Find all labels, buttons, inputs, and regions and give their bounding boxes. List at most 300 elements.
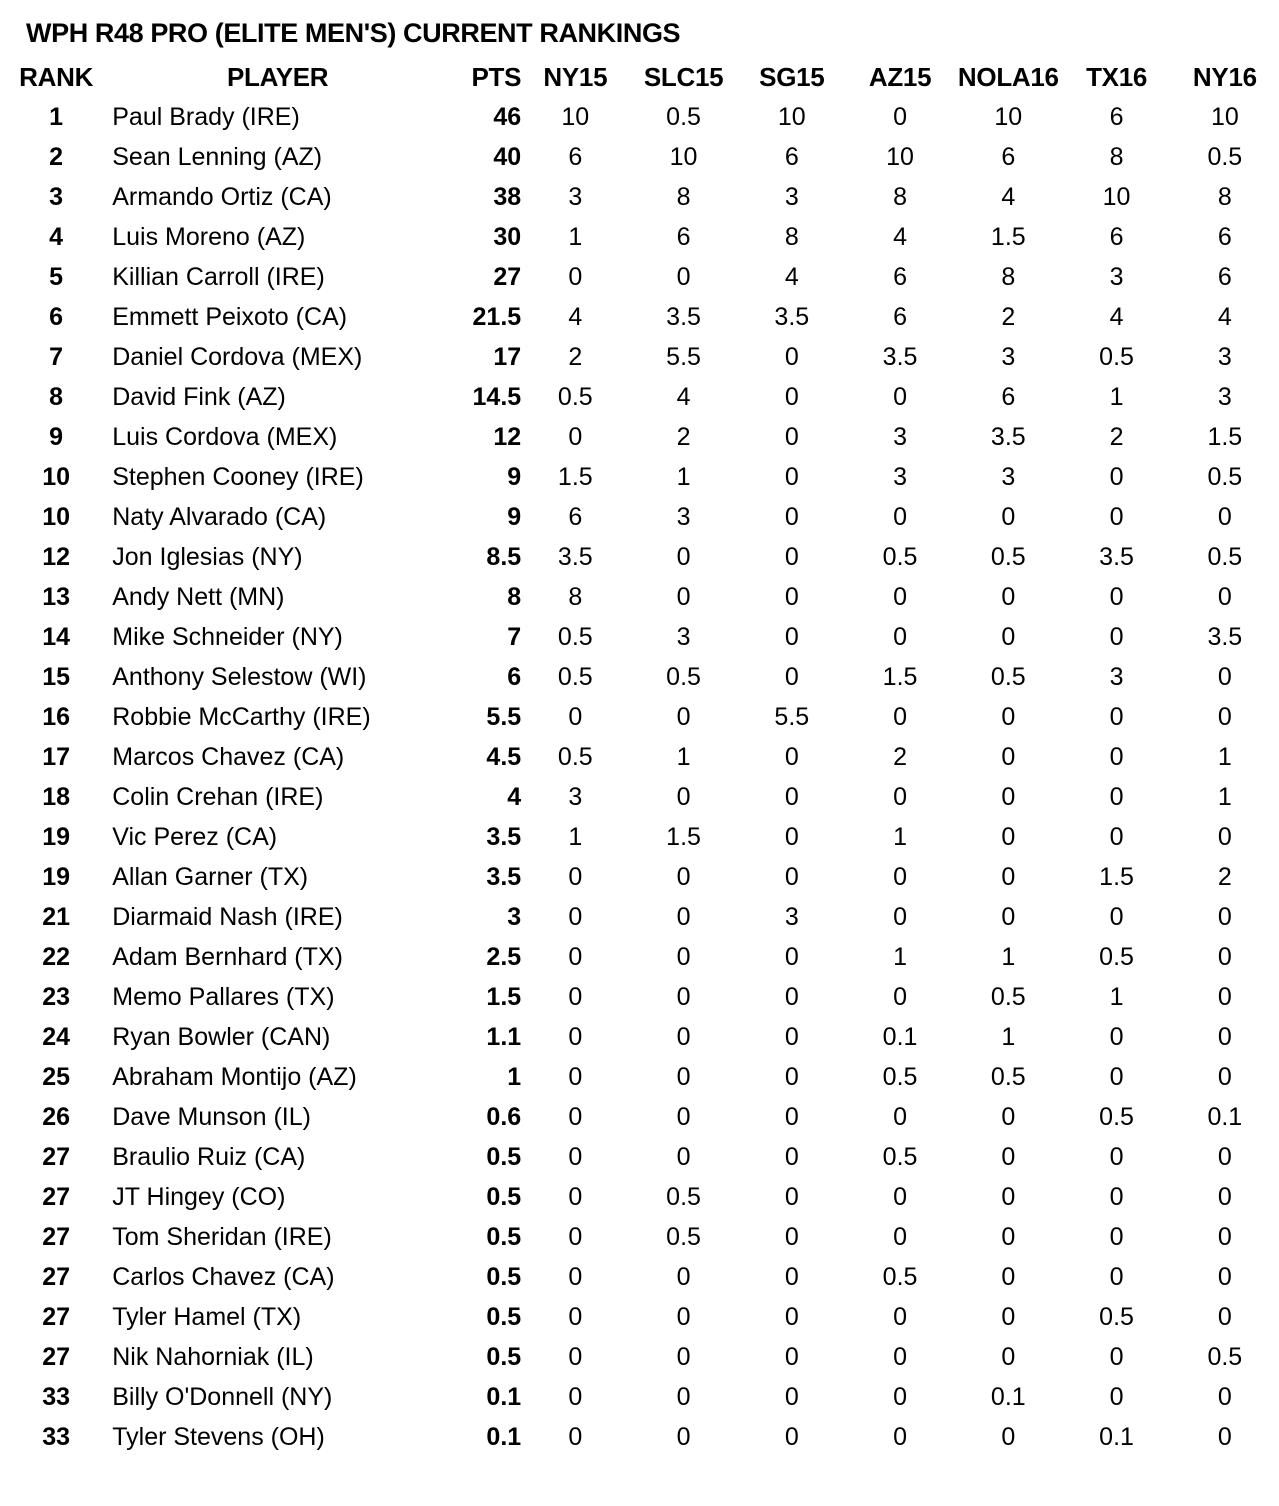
cell-tx16: 3 — [1109, 662, 1124, 691]
table-row — [0, 777, 1279, 817]
cell-tx16: 0 — [1109, 1142, 1124, 1171]
cell-pts: 38 — [493, 182, 522, 211]
table-row — [0, 857, 1279, 897]
cell-ny15: 0.5 — [557, 662, 593, 691]
cell-tx16: 0.5 — [1099, 342, 1134, 371]
cell-slc15: 10 — [669, 142, 698, 171]
cell-ny15: 0 — [568, 1062, 583, 1091]
cell-rank: 13 — [42, 582, 71, 611]
cell-slc15: 0 — [676, 1342, 691, 1371]
cell-nola16: 0 — [1001, 702, 1016, 731]
cell-slc15: 0 — [676, 982, 691, 1011]
cell-ny16: 0 — [1217, 662, 1232, 691]
page-title: WPH R48 PRO (ELITE MEN'S) CURRENT RANKINGS — [26, 18, 681, 48]
cell-ny15: 0 — [568, 1382, 583, 1411]
cell-rank: 14 — [42, 622, 71, 651]
cell-az15: 0 — [893, 982, 908, 1011]
cell-slc15: 0 — [676, 1302, 691, 1331]
cell-tx16: 0.1 — [1099, 1422, 1134, 1451]
table-row — [0, 617, 1279, 657]
cell-rank: 10 — [42, 502, 71, 531]
cell-ny15: 3 — [568, 182, 583, 211]
cell-nola16: 0 — [1001, 1422, 1016, 1451]
cell-nola16: 6 — [1001, 382, 1016, 411]
cell-ny15: 0.5 — [557, 622, 593, 651]
cell-nola16: 3 — [1001, 462, 1016, 491]
table-row — [0, 1337, 1279, 1377]
cell-tx16: 0 — [1109, 1342, 1124, 1371]
cell-player: Armando Ortiz (CA) — [112, 182, 332, 211]
cell-sg15: 4 — [784, 262, 799, 291]
cell-slc15: 1.5 — [666, 822, 701, 851]
cell-sg15: 0 — [784, 342, 799, 371]
cell-sg15: 0 — [784, 1422, 799, 1451]
cell-az15: 0 — [893, 1182, 908, 1211]
cell-player: Allan Garner (TX) — [112, 862, 309, 891]
cell-ny16: 0 — [1217, 902, 1232, 931]
cell-nola16: 0 — [1001, 1182, 1016, 1211]
cell-nola16: 0 — [1001, 1102, 1016, 1131]
cell-slc15: 0 — [676, 702, 691, 731]
table-row — [0, 897, 1279, 937]
cell-az15: 8 — [893, 182, 908, 211]
cell-nola16: 0 — [1001, 1342, 1016, 1371]
cell-player: Emmett Peixoto (CA) — [112, 302, 348, 331]
cell-rank: 3 — [49, 182, 64, 211]
cell-nola16: 0.5 — [990, 982, 1026, 1011]
cell-slc15: 0 — [676, 542, 691, 571]
table-row — [0, 577, 1279, 617]
cell-player: Naty Alvarado (CA) — [112, 502, 327, 531]
cell-nola16: 0 — [1001, 782, 1016, 811]
cell-pts: 12 — [493, 422, 522, 451]
table-row — [0, 737, 1279, 777]
cell-sg15: 0 — [784, 1262, 799, 1291]
cell-sg15: 0 — [784, 782, 799, 811]
cell-az15: 0 — [893, 782, 908, 811]
cell-sg15: 0 — [784, 942, 799, 971]
cell-ny16: 0 — [1217, 502, 1232, 531]
cell-ny16: 6 — [1217, 222, 1232, 251]
cell-slc15: 5.5 — [666, 342, 701, 371]
cell-slc15: 0 — [676, 262, 691, 291]
cell-tx16: 10 — [1102, 182, 1131, 211]
table-row — [0, 537, 1279, 577]
cell-ny15: 8 — [568, 582, 583, 611]
cell-nola16: 0 — [1001, 902, 1016, 931]
cell-pts: 0.5 — [486, 1222, 522, 1251]
cell-rank: 23 — [42, 982, 71, 1011]
cell-nola16: 0.1 — [990, 1382, 1026, 1411]
cell-player: Billy O'Donnell (NY) — [112, 1382, 333, 1411]
cell-slc15: 2 — [676, 422, 691, 451]
cell-ny16: 0 — [1217, 1382, 1232, 1411]
cell-ny15: 0 — [568, 1182, 583, 1211]
cell-nola16: 4 — [1001, 182, 1016, 211]
table-row — [0, 1097, 1279, 1137]
table-row — [0, 297, 1279, 337]
cell-sg15: 0 — [784, 1222, 799, 1251]
cell-nola16: 0 — [1001, 1302, 1016, 1331]
cell-sg15: 10 — [777, 102, 806, 131]
table-row — [0, 1377, 1279, 1417]
cell-pts: 6 — [507, 662, 522, 691]
cell-sg15: 0 — [784, 622, 799, 651]
cell-ny15: 0 — [568, 1262, 583, 1291]
table-row — [0, 217, 1279, 257]
cell-ny16: 0 — [1217, 1062, 1232, 1091]
cell-slc15: 4 — [676, 382, 691, 411]
column-header-tx16: TX16 — [1086, 62, 1148, 93]
cell-player: Stephen Cooney (IRE) — [112, 462, 364, 491]
table-row — [0, 1057, 1279, 1097]
cell-pts: 8.5 — [486, 542, 522, 571]
cell-slc15: 0.5 — [666, 1222, 701, 1251]
cell-az15: 0 — [893, 1422, 908, 1451]
cell-ny16: 2 — [1217, 862, 1232, 891]
cell-sg15: 0 — [784, 1302, 799, 1331]
table-row — [0, 1017, 1279, 1057]
cell-tx16: 0 — [1109, 782, 1124, 811]
cell-ny15: 0 — [568, 1422, 583, 1451]
cell-az15: 0 — [893, 1222, 908, 1251]
table-row — [0, 337, 1279, 377]
table-row — [0, 137, 1279, 177]
column-header-pts: PTS — [471, 62, 522, 93]
table-row — [0, 1137, 1279, 1177]
cell-sg15: 0 — [784, 1062, 799, 1091]
cell-nola16: 2 — [1001, 302, 1016, 331]
cell-sg15: 0 — [784, 982, 799, 1011]
cell-slc15: 0 — [676, 1262, 691, 1291]
column-header-ny16: NY16 — [1192, 62, 1257, 93]
cell-pts: 27 — [493, 262, 522, 291]
cell-az15: 0 — [893, 1302, 908, 1331]
table-row — [0, 1177, 1279, 1217]
cell-az15: 1 — [893, 942, 908, 971]
cell-sg15: 3 — [784, 902, 799, 931]
cell-slc15: 0 — [676, 582, 691, 611]
table-row — [0, 1217, 1279, 1257]
cell-ny16: 0 — [1217, 1142, 1232, 1171]
cell-az15: 0 — [893, 502, 908, 531]
cell-player: Dave Munson (IL) — [112, 1102, 311, 1131]
cell-player: Vic Perez (CA) — [112, 822, 278, 851]
cell-sg15: 0 — [784, 862, 799, 891]
cell-sg15: 0 — [784, 502, 799, 531]
table-row — [0, 1297, 1279, 1337]
cell-tx16: 0 — [1109, 902, 1124, 931]
cell-az15: 3 — [893, 462, 908, 491]
cell-ny15: 0 — [568, 702, 583, 731]
cell-player: Anthony Selestow (WI) — [112, 662, 367, 691]
cell-pts: 4 — [507, 782, 522, 811]
cell-rank: 33 — [42, 1382, 71, 1411]
cell-nola16: 1 — [1001, 1022, 1016, 1051]
cell-pts: 1.5 — [486, 982, 522, 1011]
cell-sg15: 0 — [784, 1342, 799, 1371]
cell-pts: 0.1 — [486, 1382, 522, 1411]
cell-sg15: 0 — [784, 382, 799, 411]
cell-rank: 19 — [42, 822, 71, 851]
cell-ny16: 6 — [1217, 262, 1232, 291]
table-row — [0, 1417, 1279, 1457]
cell-rank: 27 — [42, 1262, 71, 1291]
cell-ny16: 0 — [1217, 822, 1232, 851]
cell-pts: 9 — [507, 502, 522, 531]
table-row — [0, 177, 1279, 217]
cell-nola16: 0.5 — [990, 542, 1026, 571]
cell-slc15: 3 — [676, 622, 691, 651]
cell-rank: 5 — [49, 262, 64, 291]
cell-ny16: 0 — [1217, 1222, 1232, 1251]
cell-az15: 0.5 — [882, 1142, 918, 1171]
cell-az15: 0 — [893, 702, 908, 731]
cell-rank: 4 — [49, 222, 64, 251]
cell-player: Killian Carroll (IRE) — [112, 262, 325, 291]
cell-tx16: 1.5 — [1099, 862, 1134, 891]
cell-sg15: 0 — [784, 422, 799, 451]
cell-player: Ryan Bowler (CAN) — [112, 1022, 331, 1051]
cell-pts: 9 — [507, 462, 522, 491]
cell-pts: 0.1 — [486, 1422, 522, 1451]
cell-rank: 6 — [49, 302, 64, 331]
cell-az15: 1.5 — [882, 662, 918, 691]
cell-slc15: 0 — [676, 1102, 691, 1131]
cell-ny16: 1.5 — [1207, 422, 1243, 451]
cell-player: Abraham Montijo (AZ) — [112, 1062, 357, 1091]
cell-rank: 27 — [42, 1222, 71, 1251]
cell-ny15: 1 — [568, 822, 583, 851]
cell-player: Diarmaid Nash (IRE) — [112, 902, 343, 931]
cell-az15: 0.1 — [882, 1022, 918, 1051]
cell-ny16: 0.1 — [1207, 1102, 1243, 1131]
cell-pts: 0.5 — [486, 1142, 522, 1171]
cell-ny15: 0 — [568, 1342, 583, 1371]
cell-tx16: 1 — [1109, 982, 1124, 1011]
cell-pts: 1.1 — [486, 1022, 522, 1051]
cell-sg15: 0 — [784, 662, 799, 691]
cell-ny16: 0.5 — [1207, 142, 1243, 171]
cell-ny15: 6 — [568, 142, 583, 171]
cell-ny16: 0 — [1217, 1262, 1232, 1291]
cell-tx16: 0 — [1109, 1182, 1124, 1211]
column-header-ny15: NY15 — [543, 62, 608, 93]
cell-pts: 4.5 — [486, 742, 522, 771]
cell-slc15: 0.5 — [666, 1182, 701, 1211]
cell-player: Sean Lenning (AZ) — [112, 142, 323, 171]
cell-rank: 2 — [49, 142, 64, 171]
cell-ny15: 0 — [568, 262, 583, 291]
table-row — [0, 417, 1279, 457]
cell-az15: 2 — [893, 742, 908, 771]
cell-tx16: 0 — [1109, 822, 1124, 851]
cell-sg15: 0 — [784, 1182, 799, 1211]
cell-tx16: 0 — [1109, 582, 1124, 611]
cell-pts: 17 — [493, 342, 522, 371]
cell-nola16: 0 — [1001, 1222, 1016, 1251]
cell-sg15: 3.5 — [774, 302, 810, 331]
cell-ny16: 3 — [1217, 342, 1232, 371]
cell-tx16: 0.5 — [1099, 1102, 1134, 1131]
cell-player: Memo Pallares (TX) — [112, 982, 335, 1011]
cell-player: Carlos Chavez (CA) — [112, 1262, 335, 1291]
cell-ny16: 0 — [1217, 1422, 1232, 1451]
cell-nola16: 3.5 — [990, 422, 1026, 451]
cell-az15: 0 — [893, 1342, 908, 1371]
cell-nola16: 1 — [1001, 942, 1016, 971]
cell-player: Nik Nahorniak (IL) — [112, 1342, 314, 1371]
column-header-rank: RANK — [19, 62, 94, 93]
cell-nola16: 8 — [1001, 262, 1016, 291]
cell-slc15: 8 — [676, 182, 691, 211]
cell-ny15: 3.5 — [557, 542, 593, 571]
cell-slc15: 3.5 — [666, 302, 701, 331]
cell-ny16: 0 — [1217, 942, 1232, 971]
cell-ny16: 0 — [1217, 1302, 1232, 1331]
cell-ny15: 0 — [568, 1222, 583, 1251]
cell-player: Tom Sheridan (IRE) — [112, 1222, 332, 1251]
cell-ny16: 0 — [1217, 982, 1232, 1011]
cell-pts: 3 — [507, 902, 522, 931]
cell-player: Luis Moreno (AZ) — [112, 222, 306, 251]
cell-slc15: 0 — [676, 1142, 691, 1171]
cell-sg15: 0 — [784, 462, 799, 491]
cell-az15: 0 — [893, 582, 908, 611]
cell-slc15: 1 — [676, 462, 691, 491]
cell-tx16: 0 — [1109, 1022, 1124, 1051]
cell-player: Paul Brady (IRE) — [112, 102, 300, 131]
rankings-table — [0, 57, 1279, 1457]
cell-slc15: 0 — [676, 902, 691, 931]
cell-slc15: 0 — [676, 1022, 691, 1051]
cell-player: Tyler Stevens (OH) — [112, 1422, 325, 1451]
cell-az15: 6 — [893, 262, 908, 291]
cell-tx16: 0 — [1109, 622, 1124, 651]
cell-ny15: 0 — [568, 942, 583, 971]
cell-ny16: 1 — [1217, 782, 1232, 811]
cell-tx16: 0 — [1109, 462, 1124, 491]
cell-tx16: 6 — [1109, 222, 1124, 251]
table-row — [0, 97, 1279, 137]
cell-ny16: 4 — [1217, 302, 1232, 331]
cell-rank: 16 — [42, 702, 71, 731]
cell-nola16: 0.5 — [990, 662, 1026, 691]
cell-slc15: 6 — [676, 222, 691, 251]
cell-slc15: 0 — [676, 1422, 691, 1451]
cell-tx16: 4 — [1109, 302, 1124, 331]
cell-pts: 0.5 — [486, 1262, 522, 1291]
cell-ny15: 0 — [568, 1302, 583, 1331]
cell-sg15: 0 — [784, 542, 799, 571]
cell-az15: 10 — [886, 142, 914, 171]
cell-nola16: 0 — [1001, 822, 1016, 851]
cell-ny16: 0 — [1217, 1182, 1232, 1211]
cell-ny16: 0.5 — [1207, 1342, 1243, 1371]
table-row — [0, 697, 1279, 737]
cell-player: Andy Nett (MN) — [112, 582, 285, 611]
cell-az15: 0 — [893, 1382, 908, 1411]
cell-tx16: 8 — [1109, 142, 1124, 171]
cell-pts: 40 — [493, 142, 522, 171]
cell-rank: 19 — [42, 862, 71, 891]
cell-slc15: 0.5 — [666, 662, 701, 691]
cell-player: Tyler Hamel (TX) — [112, 1302, 302, 1331]
cell-tx16: 0.5 — [1099, 1302, 1134, 1331]
cell-pts: 0.5 — [486, 1302, 522, 1331]
cell-az15: 0 — [893, 102, 908, 131]
cell-az15: 0 — [893, 902, 908, 931]
cell-player: Marcos Chavez (CA) — [112, 742, 345, 771]
cell-nola16: 0 — [1001, 582, 1016, 611]
cell-sg15: 0 — [784, 1142, 799, 1171]
cell-ny16: 1 — [1217, 742, 1232, 771]
cell-ny15: 0 — [568, 862, 583, 891]
cell-rank: 21 — [42, 902, 71, 931]
cell-pts: 2.5 — [486, 942, 522, 971]
cell-az15: 0 — [893, 382, 908, 411]
cell-slc15: 1 — [676, 742, 691, 771]
cell-ny15: 0 — [568, 982, 583, 1011]
cell-nola16: 10 — [994, 102, 1023, 131]
cell-az15: 0 — [893, 862, 908, 891]
cell-sg15: 5.5 — [774, 702, 810, 731]
cell-tx16: 0 — [1109, 1062, 1124, 1091]
cell-slc15: 3 — [676, 502, 691, 531]
cell-rank: 26 — [42, 1102, 71, 1131]
cell-ny16: 10 — [1210, 102, 1239, 131]
table-row — [0, 497, 1279, 537]
cell-slc15: 0 — [676, 942, 691, 971]
cell-az15: 6 — [893, 302, 908, 331]
cell-tx16: 0 — [1109, 742, 1124, 771]
cell-sg15: 0 — [784, 582, 799, 611]
cell-rank: 10 — [42, 462, 71, 491]
cell-rank: 17 — [42, 742, 71, 771]
cell-ny16: 0.5 — [1207, 542, 1243, 571]
cell-nola16: 0 — [1001, 1142, 1016, 1171]
cell-ny15: 0 — [568, 1142, 583, 1171]
cell-player: Mike Schneider (NY) — [112, 622, 343, 651]
cell-ny15: 2 — [568, 342, 583, 371]
cell-rank: 25 — [42, 1062, 71, 1091]
cell-nola16: 0 — [1001, 502, 1016, 531]
cell-az15: 0.5 — [882, 1062, 918, 1091]
table-row — [0, 817, 1279, 857]
cell-rank: 27 — [42, 1142, 71, 1171]
cell-nola16: 0.5 — [990, 1062, 1026, 1091]
table-row — [0, 377, 1279, 417]
cell-nola16: 0 — [1001, 742, 1016, 771]
cell-nola16: 3 — [1001, 342, 1016, 371]
cell-slc15: 0 — [676, 862, 691, 891]
cell-pts: 5.5 — [486, 702, 522, 731]
cell-slc15: 0 — [676, 782, 691, 811]
cell-az15: 0 — [893, 622, 908, 651]
cell-rank: 15 — [42, 662, 71, 691]
cell-az15: 3 — [893, 422, 908, 451]
column-header-nola16: NOLA16 — [957, 62, 1059, 93]
cell-player: Braulio Ruiz (CA) — [112, 1142, 306, 1171]
cell-ny15: 0.5 — [557, 382, 593, 411]
cell-sg15: 0 — [784, 742, 799, 771]
cell-az15: 3.5 — [882, 342, 918, 371]
cell-player: JT Hingey (CO) — [112, 1182, 286, 1211]
table-row — [0, 1257, 1279, 1297]
cell-nola16: 0 — [1001, 862, 1016, 891]
cell-ny16: 8 — [1217, 182, 1232, 211]
cell-rank: 27 — [42, 1182, 71, 1211]
